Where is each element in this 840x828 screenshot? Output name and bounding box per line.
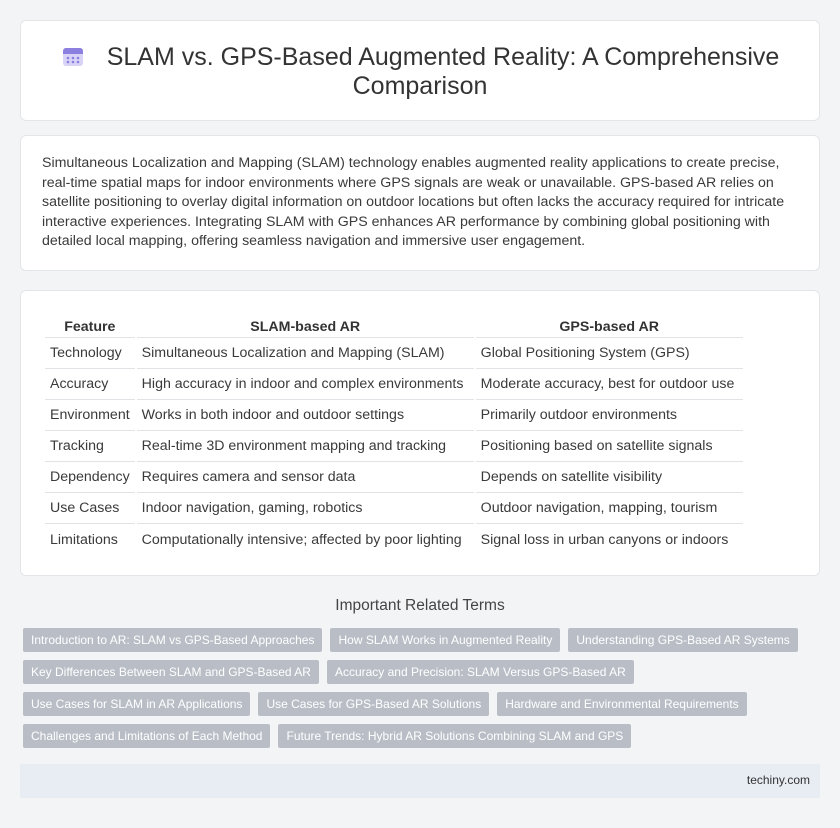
header-slam: SLAM-based AR [137,313,474,338]
related-term-tag[interactable]: Future Trends: Hybrid AR Solutions Combining SLAM and GPS [278,724,631,748]
tag-row [23,628,813,652]
table-row [45,338,743,369]
tag-row [23,724,813,748]
slam-cell: Indoor navigation, gaming, robotics [137,493,474,524]
calendar-icon [61,44,85,68]
tag-row [23,692,813,716]
table-header-row [45,313,743,338]
feature-cell: Accuracy [45,369,135,400]
related-term-tag[interactable]: Understanding GPS-Based AR Systems [568,628,797,652]
related-term-tag[interactable]: Use Cases for SLAM in AR Applications [23,692,250,716]
slam-cell: High accuracy in indoor and complex environments [137,369,474,400]
slam-cell: Requires camera and sensor data [137,462,474,493]
page-title-wrap [21,43,819,101]
gps-cell: Outdoor navigation, mapping, tourism [476,493,743,524]
related-term-tag[interactable]: How SLAM Works in Augmented Reality [330,628,560,652]
related-term-tag[interactable]: Use Cases for GPS-Based AR Solutions [258,692,489,716]
table-row [45,493,743,524]
tag-row [23,660,813,684]
table-row [45,400,743,431]
footer-site[interactable]: techiny.com [746,773,810,787]
comparison-table [43,313,745,555]
gps-cell: Depends on satellite visibility [476,462,743,493]
footer [20,764,820,798]
feature-cell: Dependency [45,462,135,493]
gps-cell: Positioning based on satellite signals [476,431,743,462]
header-gps: GPS-based AR [476,313,743,338]
slam-cell: Real-time 3D environment mapping and tracking [137,431,474,462]
gps-cell: Signal loss in urban canyons or indoors [480,531,729,548]
feature-cell: Limitations [50,531,118,548]
feature-cell: Technology [45,338,135,369]
intro-paragraph: Simultaneous Localization and Mapping (SLAM) technology enables augmented reality applications to create precise, real-time spatial maps for indoor environments where GPS signals are weak or unavailable. GPS-based AR relies on satellite positioning to overlay digital information on outdoor locations but often lacks the accuracy required for intricate interactive experiences. Integrating SLAM with GPS enhances AR performance by combining global positioning with detailed local mapping, offering seamless navigation and immersive user engagement. [42,155,785,249]
related-terms-tags [23,628,813,756]
header-card [20,20,820,121]
gps-cell: Moderate accuracy, best for outdoor use [476,369,743,400]
feature-cell: Use Cases [45,493,135,524]
related-term-tag[interactable]: Introduction to AR: SLAM vs GPS-Based Approaches [23,628,322,652]
slam-cell: Works in both indoor and outdoor settings [137,400,474,431]
comparison-card [20,290,820,576]
related-term-tag[interactable]: Hardware and Environmental Requirements [497,692,746,716]
table-row [45,369,743,400]
related-terms-title: Important Related Terms [335,597,505,614]
intro-card [20,135,820,271]
feature-cell: Tracking [45,431,135,462]
slam-cell: Computationally intensive; affected by poor lighting [141,531,462,548]
related-term-tag[interactable]: Challenges and Limitations of Each Method [23,724,270,748]
table-row [45,431,743,462]
table-row [45,462,743,493]
related-term-tag[interactable]: Key Differences Between SLAM and GPS-Based AR [23,660,319,684]
slam-cell: Simultaneous Localization and Mapping (SLAM) [137,338,474,369]
feature-cell: Environment [45,400,135,431]
gps-cell: Global Positioning System (GPS) [476,338,743,369]
header-feature: Feature [45,313,135,338]
page-title: SLAM vs. GPS-Based Augmented Reality: A Comprehensive Comparison [106,43,780,100]
related-term-tag[interactable]: Accuracy and Precision: SLAM Versus GPS-Based AR [327,660,634,684]
table-row [45,524,743,555]
gps-cell: Primarily outdoor environments [476,400,743,431]
